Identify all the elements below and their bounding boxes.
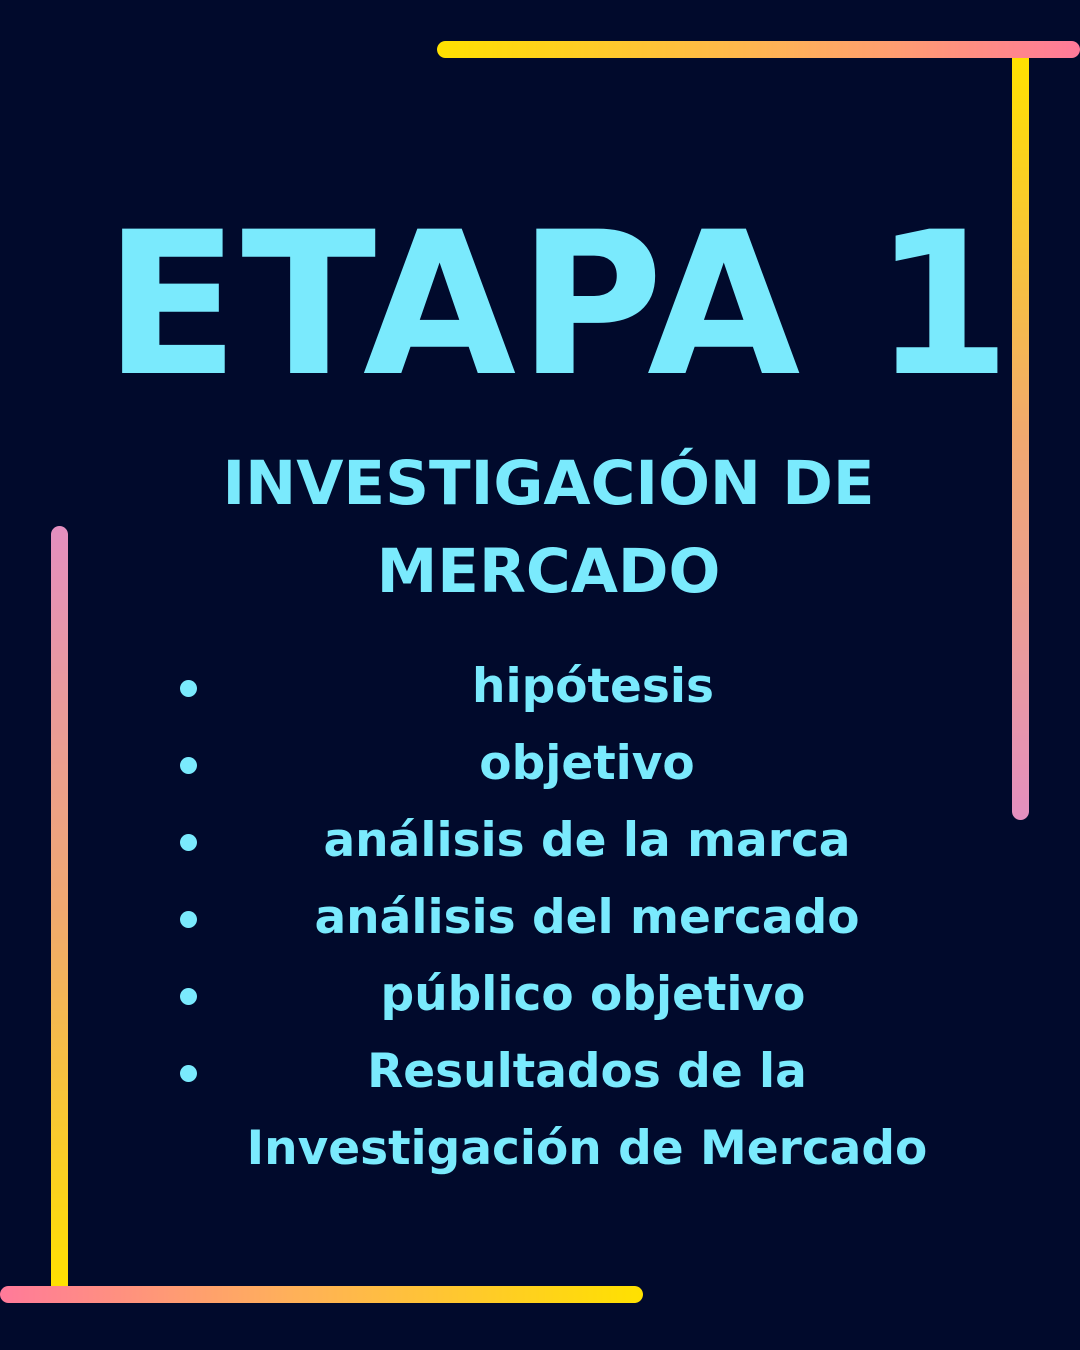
list-item-continuation: Investigación de Mercado [246, 1121, 928, 1176]
bullet-icon [180, 911, 197, 928]
bullet-icon [180, 1065, 197, 1082]
list-item: hipótesis [472, 659, 714, 714]
subtitle-line-2: MERCADO [376, 536, 721, 607]
subtitle [0, 440, 1080, 616]
decorative-bar-top [437, 41, 1080, 58]
list-item: objetivo [479, 736, 695, 791]
page-title: ETAPA 1 [103, 189, 1014, 420]
list-item: análisis de la marca [323, 813, 851, 868]
list-item: público objetivo [380, 967, 806, 1022]
subtitle-line-1: INVESTIGACIÓN DE [222, 448, 875, 519]
list-item: Resultados de la [367, 1044, 807, 1099]
decorative-bar-left [51, 526, 68, 1290]
decorative-bar-bottom [0, 1286, 643, 1303]
bullet-icon [180, 988, 197, 1005]
bullet-icon [180, 834, 197, 851]
bullet-icon [180, 757, 197, 774]
bullet-icon [180, 680, 197, 697]
list-item: análisis del mercado [314, 890, 860, 945]
decorative-bar-right [1012, 58, 1029, 820]
